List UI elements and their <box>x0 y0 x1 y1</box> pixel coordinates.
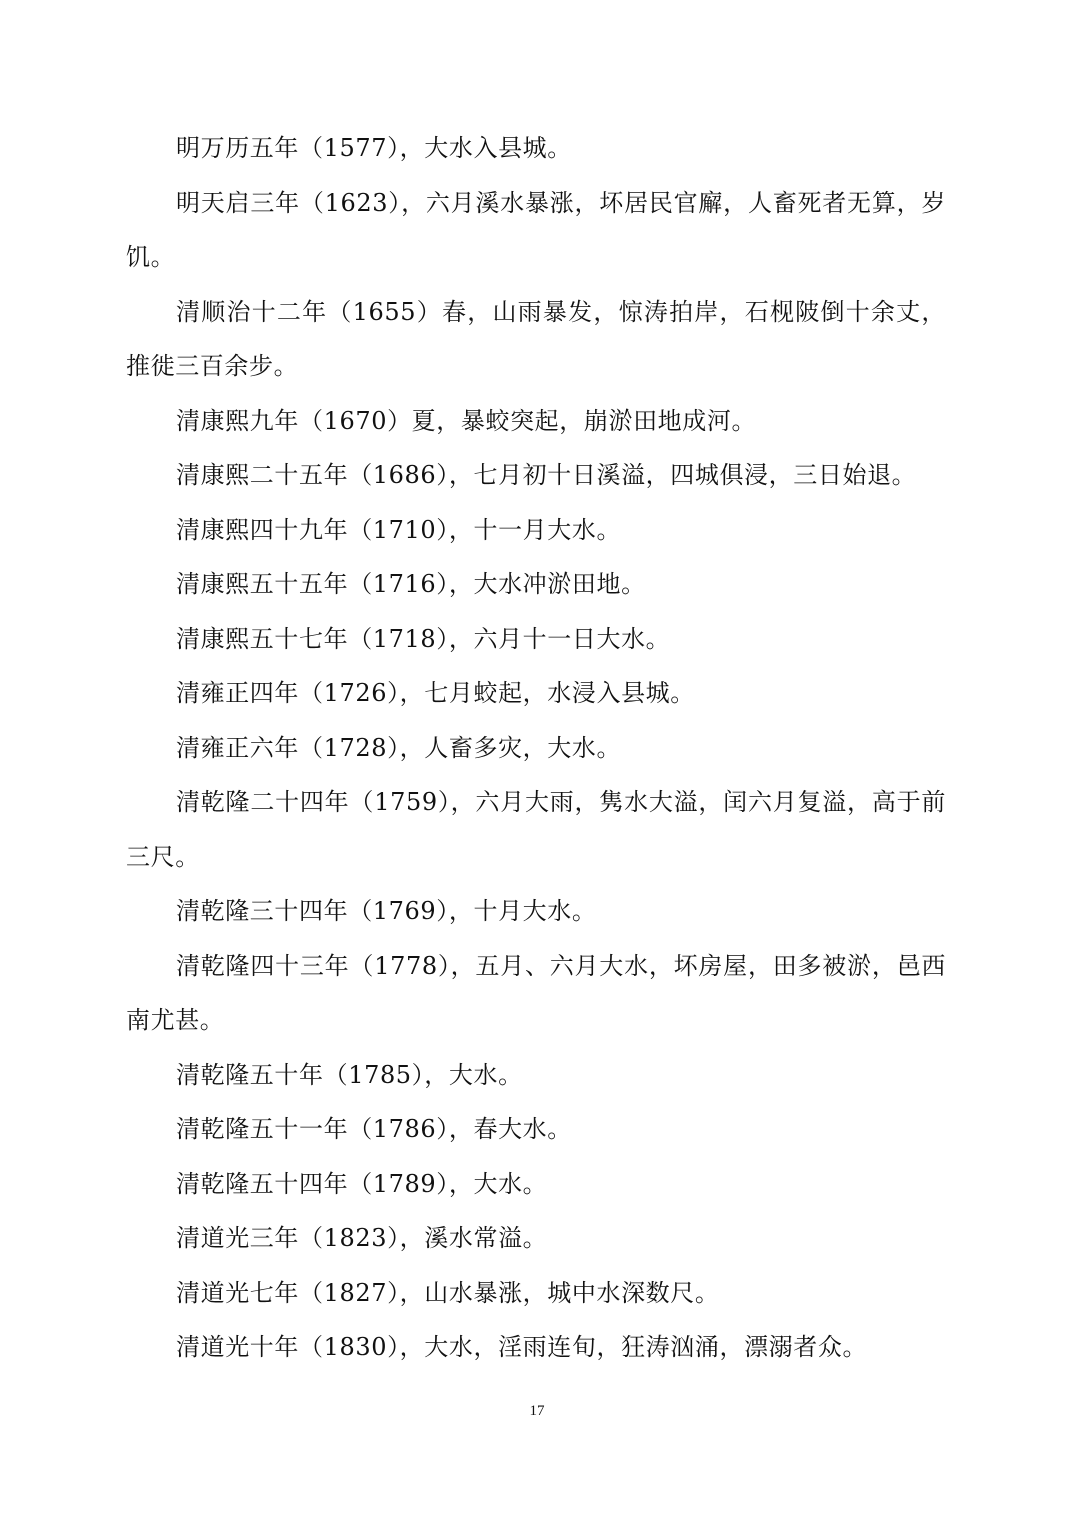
paragraph: 清乾隆五十年（1785），大水。 <box>176 1060 523 1089</box>
paragraph: 明天启三年（1623），六月溪水暴涨，坏居民官廨，人畜死者无算，岁饥。 <box>126 188 946 271</box>
paragraph: 清乾隆三十四年（1769），十月大水。 <box>176 897 597 925</box>
paragraph: 清乾隆二十四年（1759），六月大雨，隽水大溢，闰六月复溢，高于前三尺。 <box>126 788 946 871</box>
paragraph: 清乾隆五十四年（1789），大水。 <box>176 1169 548 1198</box>
paragraph: 清乾隆五十一年（1786），春大水。 <box>176 1115 572 1143</box>
paragraph: 清康熙四十九年（1710），十一月大水。 <box>176 515 622 544</box>
paragraph: 清顺治十二年（1655）春，山雨暴发，惊涛拍岸，石枧陂倒十余丈，推徙三百余步。 <box>126 297 946 380</box>
paragraph: 清道光十年（1830），大水，淫雨连旬，狂涛汹涌，漂溺者众。 <box>176 1333 868 1361</box>
paragraph: 明万历五年（1577），大水入县城。 <box>176 134 572 162</box>
document-body <box>126 121 946 1375</box>
paragraph: 清康熙五十七年（1718），六月十一日大水。 <box>176 624 671 653</box>
paragraph: 清康熙九年（1670）夏，暴蛟突起，崩淤田地成河。 <box>176 406 757 435</box>
paragraph: 清康熙二十五年（1686），七月初十日溪溢，四城俱浸，三日始退。 <box>176 461 917 489</box>
page-number: 17 <box>529 1403 545 1419</box>
paragraph: 清雍正四年（1726），七月蛟起，水浸入县城。 <box>176 679 695 707</box>
paragraph: 清道光七年（1827），山水暴涨，城中水深数尺。 <box>176 1278 720 1307</box>
paragraph: 清雍正六年（1728），人畜多灾，大水。 <box>176 733 622 762</box>
paragraph: 清道光三年（1823），溪水常溢。 <box>176 1224 548 1252</box>
paragraph: 清乾隆四十三年（1778），五月、六月大水，坏房屋，田多被淤，邑西南尤甚。 <box>126 951 946 1034</box>
paragraph: 清康熙五十五年（1716），大水冲淤田地。 <box>176 570 646 598</box>
